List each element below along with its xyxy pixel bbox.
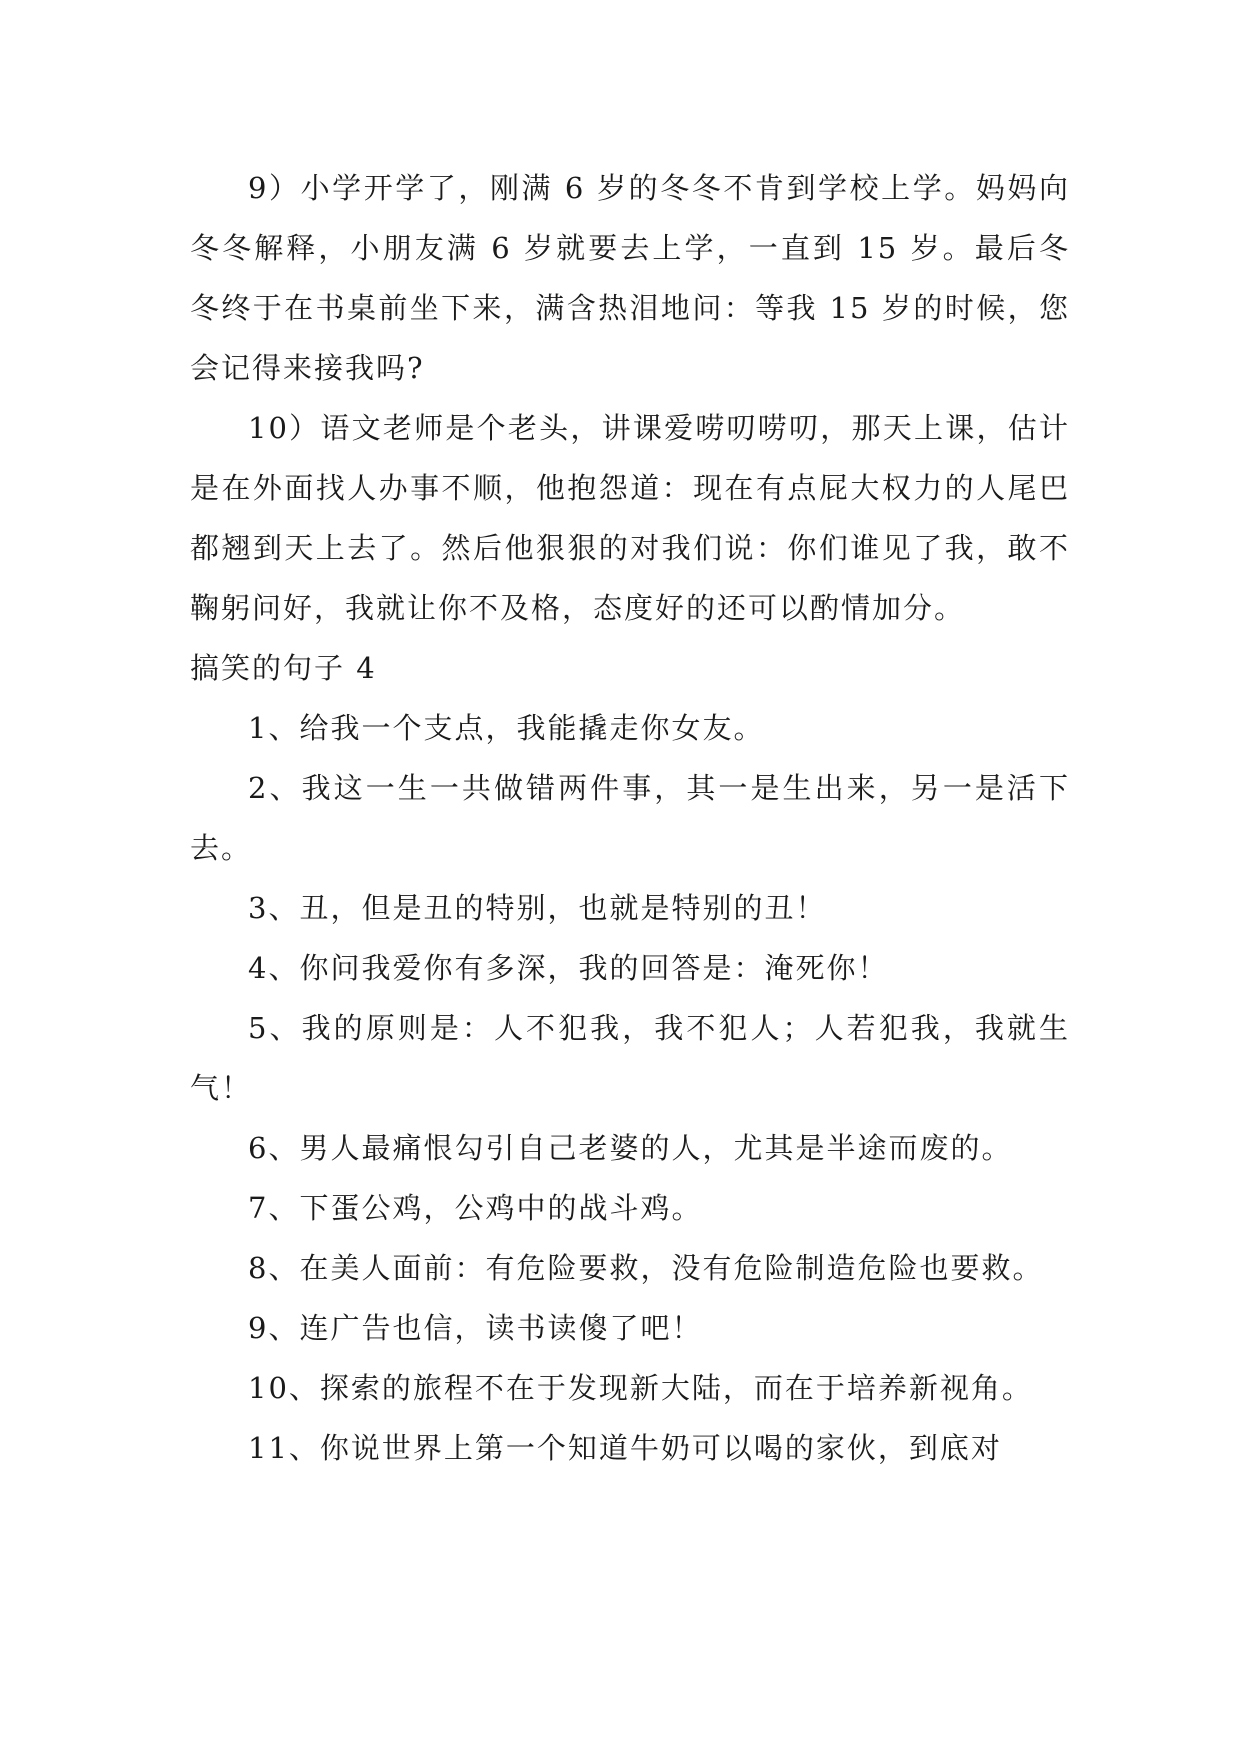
sentence-item: 2、我这一生一共做错两件事，其一是生出来，另一是活下去。 [190,771,1070,865]
sentence-item: 6、男人最痛恨勾引自己老婆的人，尤其是半途而废的。 [248,1131,1013,1165]
sentence-item: 10、探索的旅程不在于发现新大陆，而在于培养新视角。 [248,1371,1033,1405]
joke-paragraph-9: 9）小学开学了，刚满 6 岁的冬冬不肯到学校上学。妈妈向冬冬解释，小朋友满 6 岁就要去上学，一直到 15 岁。最后冬冬终于在书桌前坐下来，满含热泪地问：等我 15 岁的时候，您会记得来接我吗? [190,171,1070,385]
joke-paragraph-10: 10）语文老师是个老头，讲课爱唠叨唠叨，那天上课，估计是在外面找人办事不顺，他抱怨道：现在有点屁大权力的人尾巴都翘到天上去了。然后他狠狠的对我们说：你们谁见了我，敢不鞠躬问好，我就让你不及格，态度好的还可以酌情加分。 [190,411,1070,625]
section-heading: 搞笑的句子 4 [190,651,377,685]
sentence-item: 9、连广告也信，读书读傻了吧！ [248,1311,703,1345]
sentence-item: 3、丑，但是丑的特别，也就是特别的丑！ [248,891,827,925]
sentence-item: 8、在美人面前：有危险要救，没有危险制造危险也要救。 [248,1251,1044,1285]
document-body [190,158,1070,1478]
sentence-item: 4、你问我爱你有多深，我的回答是：淹死你！ [248,951,889,985]
sentence-item: 1、给我一个支点，我能撬走你女友。 [248,711,765,745]
sentence-item: 7、下蛋公鸡，公鸡中的战斗鸡。 [248,1191,703,1225]
sentence-item: 5、我的原则是：人不犯我，我不犯人；人若犯我，我就生气！ [190,1011,1070,1105]
sentence-item: 11、你说世界上第一个知道牛奶可以喝的家伙，到底对 [248,1431,1002,1465]
